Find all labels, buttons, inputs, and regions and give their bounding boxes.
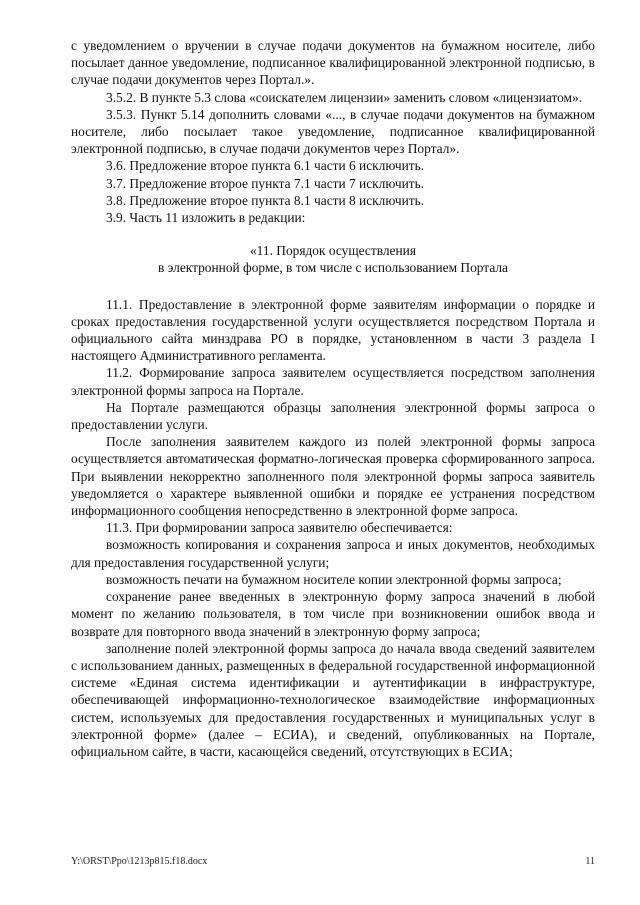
footer-page-number: 11: [585, 856, 595, 867]
section-heading-line1: «11. Порядок осуществления: [249, 243, 416, 259]
list-item-copy-save: возможность копирования и сохранения запроса и иных документов, необходимых для предоставления государственной услуги;: [71, 537, 595, 570]
paragraph-11-2: 11.2. Формирование запроса заявителем осуществляется посредством заполнения электронной формы запроса на Портале.: [71, 365, 595, 398]
paragraph-3-5-2: 3.5.2. В пункте 5.3 слова «соискателем лицензии» заменить словом «лицензиатом».: [106, 89, 583, 105]
section-heading-line2: в электронной форме, в том числе с использованием Портала: [157, 260, 509, 276]
paragraph-3-9: 3.9. Часть 11 изложить в редакции:: [106, 210, 306, 226]
footer-file-path: Y:\ORST\Ppo\1213p815.f18.docx: [71, 856, 208, 867]
paragraph-3-5-3: 3.5.3. Пункт 5.14 дополнить словами «..., в случае подачи документов на бумажном носителе, либо посылает такое уведомление, подписанное квалифицированной электронной подписью, в случае подачи документов через Портал».: [71, 106, 595, 157]
paragraph-3-6: 3.6. Предложение второе пункта 6.1 части 6 исключить.: [106, 158, 425, 174]
paragraph-11-1: 11.1. Предоставление в электронной форме заявителям информации о порядке и сроках предоставления государственной услуги осуществляется посредством Портала и официального сайта минздрава РО в порядке, установленном в части 3 раздела I настоящего Административного регламента.: [71, 296, 595, 364]
page-footer: [71, 856, 595, 867]
paragraph-continuation: с уведомлением о вручении в случае подачи документов на бумажном носителе, либо посылает данное уведомление, подписанное квалифицированной электронной подписью, в случае подачи документов через Портал.».: [71, 38, 595, 88]
paragraph-validation: После заполнения заявителем каждого из полей электронной формы запроса осуществляется автоматическая форматно-логическая проверка сформированного запроса. При выявлении некорректно заполненного поля электронной формы запроса заявитель уведомляется о характере выявленной ошибки и порядке ее устранения посредством информационного сообщения непосредственно в электронной форме запроса.: [71, 434, 595, 519]
list-item-print: возможность печати на бумажном носителе копии электронной формы запроса;: [106, 571, 562, 587]
document-page: [71, 37, 595, 760]
list-item-preserve-values: сохранение ранее введенных в электронную форму запроса значений в любой момент по желанию пользователя, в том числе при возникновении ошибок ввода и возврате для повторного ввода значений в электронную форму запроса;: [71, 589, 595, 639]
paragraph-portal-samples: На Портале размещаются образцы заполнения электронной формы запроса о предоставлении услуги.: [71, 399, 595, 433]
paragraph-3-8: 3.8. Предложение второе пункта 8.1 части 8 исключить.: [106, 192, 425, 208]
list-item-prefill-esia: заполнение полей электронной формы запроса до начала ввода сведений заявителем с использованием данных, размещенных в федеральной государственной информационной системе «Единая система идентификации и аутентификации в инфраструктуре, обеспечивающей информационно-технологическое взаимодействие информационных систем, используемых для предоставления государственных и муниципальных услуг в электронной форме» (далее – ЕСИА), и сведений, опубликованных на Портале, официальном сайте, в части, касающейся сведений, отсутствующих в ЕСИА;: [71, 640, 595, 759]
paragraph-11-3: 11.3. При формировании запроса заявителю обеспечивается:: [106, 520, 453, 536]
section-heading: [71, 242, 595, 276]
paragraph-3-7: 3.7. Предложение второе пункта 7.1 части 7 исключить.: [106, 175, 425, 191]
